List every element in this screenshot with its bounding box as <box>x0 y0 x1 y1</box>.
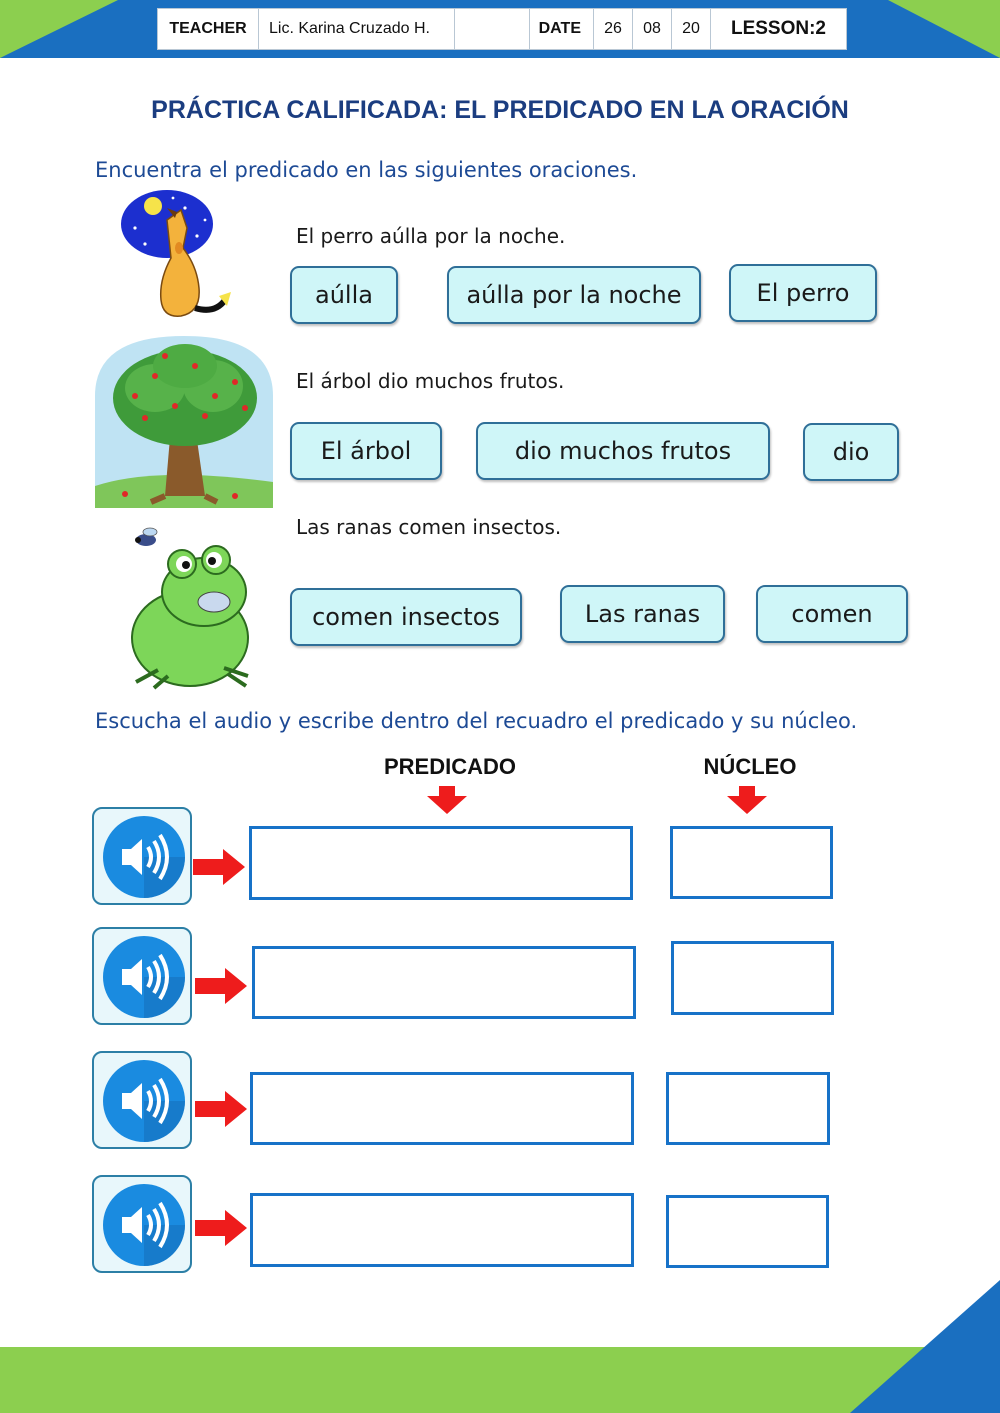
fruit-tree-image <box>95 336 273 508</box>
question3-sentence: Las ranas comen insectos. <box>296 515 562 539</box>
right-arrow-icon <box>195 1210 247 1246</box>
predicado-down-arrow-icon <box>427 786 467 814</box>
audio-play-button-4[interactable] <box>92 1175 192 1273</box>
predicado-input-3[interactable] <box>250 1072 634 1145</box>
section2-instruction: Escucha el audio y escribe dentro del recuadro el predicado y su núcleo. <box>95 709 858 733</box>
date-label: DATE <box>530 9 594 49</box>
date-year: 20 <box>672 9 711 49</box>
header-blank-cell <box>455 9 530 49</box>
audio-play-button-1[interactable] <box>92 807 192 905</box>
q3-option-comen[interactable]: comen <box>756 585 908 643</box>
teacher-label: TEACHER <box>158 9 259 49</box>
q2-option-el-arbol[interactable]: El árbol <box>290 422 442 480</box>
header-green-corner-left <box>0 0 118 58</box>
footer-blue-corner <box>850 1280 1000 1413</box>
teacher-name: Lic. Karina Cruzado H. <box>259 9 455 49</box>
right-arrow-icon <box>195 1091 247 1127</box>
page-title: PRÁCTICA CALIFICADA: EL PREDICADO EN LA ORACIÓN <box>151 96 849 124</box>
nucleo-input-2[interactable] <box>671 941 834 1015</box>
audio-play-button-3[interactable] <box>92 1051 192 1149</box>
audio-play-button-2[interactable] <box>92 927 192 1025</box>
nucleo-input-4[interactable] <box>666 1195 829 1268</box>
fly-icon <box>135 528 157 546</box>
date-month: 08 <box>633 9 672 49</box>
lesson-label: LESSON:2 <box>730 18 827 39</box>
nucleo-down-arrow-icon <box>727 786 767 814</box>
question2-sentence: El árbol dio muchos frutos. <box>296 369 565 393</box>
speaker-icon <box>94 929 190 1023</box>
q2-option-dio[interactable]: dio <box>803 423 899 481</box>
header-info-bar <box>157 8 847 50</box>
predicado-input-4[interactable] <box>250 1193 634 1267</box>
predicado-input-1[interactable] <box>249 826 633 900</box>
header-green-corner-right <box>888 0 1000 58</box>
question1-sentence: El perro aúlla por la noche. <box>296 224 566 248</box>
q1-option-aulla-por-la-noche[interactable]: aúlla por la noche <box>447 266 701 324</box>
dog-howling-image <box>115 188 245 328</box>
predicado-column-header: PREDICADO <box>383 754 516 779</box>
speaker-icon <box>94 809 190 903</box>
section1-instruction: Encuentra el predicado en las siguientes oraciones. <box>95 158 638 182</box>
predicado-input-2[interactable] <box>252 946 636 1019</box>
right-arrow-icon <box>195 968 247 1004</box>
q1-option-el-perro[interactable]: El perro <box>729 264 877 322</box>
speaker-icon <box>94 1177 190 1271</box>
right-arrow-icon <box>193 849 245 885</box>
q3-option-comen-insectos[interactable]: comen insectos <box>290 588 522 646</box>
q2-option-dio-muchos-frutos[interactable]: dio muchos frutos <box>476 422 770 480</box>
frog-with-fly-image <box>128 520 260 690</box>
q1-option-aulla[interactable]: aúlla <box>290 266 398 324</box>
q3-option-las-ranas[interactable]: Las ranas <box>560 585 725 643</box>
date-day: 26 <box>594 9 633 49</box>
nucleo-column-header: NÚCLEO <box>703 754 797 779</box>
speaker-icon <box>94 1053 190 1147</box>
nucleo-input-3[interactable] <box>666 1072 830 1145</box>
nucleo-input-1[interactable] <box>670 826 833 899</box>
